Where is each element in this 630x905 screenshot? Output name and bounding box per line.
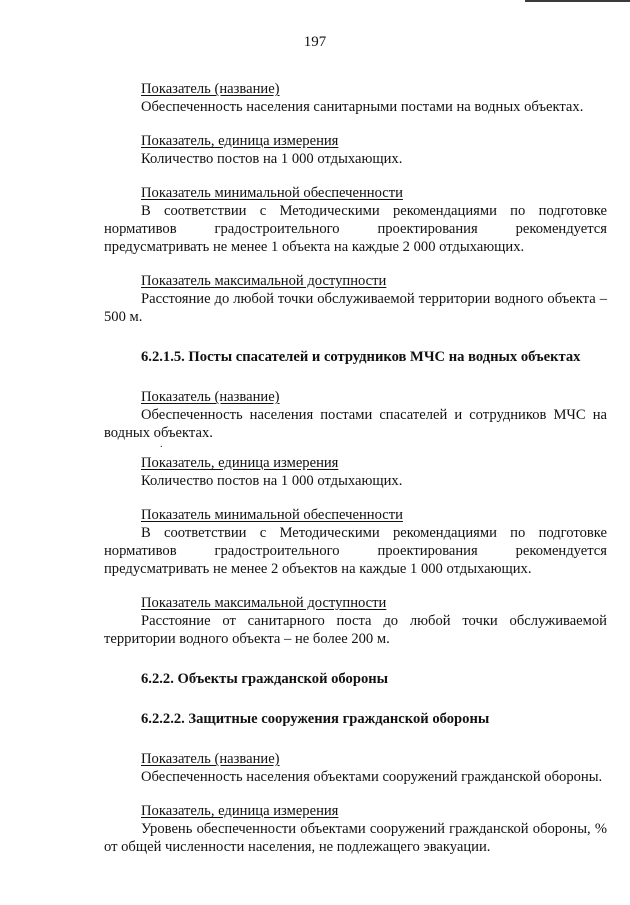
- indicator-block-sanitary-unit: [104, 132, 607, 168]
- top-edge-rule: [525, 0, 630, 2]
- indicator-text: Количество постов на 1 000 отдыхающих.: [141, 151, 403, 167]
- indicator-label: Показатель (название): [141, 389, 280, 405]
- indicator-label: Показатель минимальной обеспеченности: [141, 185, 403, 201]
- indicator-text: Обеспеченность населения санитарными постами на водных объектах.: [141, 99, 584, 115]
- indicator-label: Показатель, единица измерения: [141, 803, 339, 819]
- section-heading-civil-defense: 6.2.2. Объекты гражданской обороны: [141, 671, 389, 687]
- indicator-label: Показатель (название): [141, 751, 280, 767]
- indicator-block-sanitary-min: [104, 184, 607, 256]
- indicator-block-civil-unit: [104, 802, 607, 856]
- indicator-label: Показатель максимальной доступности: [141, 273, 387, 289]
- section-heading-rescue-posts: 6.2.1.5. Посты спасателей и сотрудников МЧС на водных объектах: [141, 349, 581, 365]
- indicator-label: Показатель, единица измерения: [141, 133, 339, 149]
- indicator-label: Показатель максимальной доступности: [141, 595, 387, 611]
- indicator-text: Расстояние до любой точки обслуживаемой территории водного объекта – 500 м.: [104, 291, 607, 325]
- indicator-text: Обеспеченность населения постами спасателей и сотрудников МЧС на водных объектах.: [104, 407, 607, 441]
- indicator-text: Количество постов на 1 000 отдыхающих.: [141, 473, 403, 489]
- page-number: 197: [303, 34, 327, 50]
- indicator-text: Обеспеченность населения объектами сооружений гражданской обороны.: [141, 769, 603, 785]
- indicator-label: Показатель минимальной обеспеченности: [141, 507, 403, 523]
- indicator-label: Показатель, единица измерения: [141, 455, 339, 471]
- indicator-block-rescue-min: [104, 506, 607, 578]
- stray-dot: .: [160, 439, 163, 450]
- indicator-label: Показатель (название): [141, 81, 280, 97]
- indicator-block-sanitary-name: [104, 80, 607, 116]
- indicator-text: В соответствии с Методическими рекомендациями по подготовке нормативов градостроительного проектирования рекомендуется предусматривать не менее 1 объекта на каждые 2 000 отдыхающих.: [104, 203, 607, 255]
- indicator-text: Расстояние от санитарного поста до любой точки обслуживаемой территории водного объекта – не более 200 м.: [104, 613, 607, 647]
- indicator-text: Уровень обеспеченности объектами сооружений гражданской обороны, % от общей численности населения, не подлежащего эвакуации.: [104, 821, 607, 855]
- indicator-block-rescue-max: [104, 594, 607, 648]
- indicator-block-civil-name: [104, 750, 607, 786]
- indicator-block-rescue-name: [104, 388, 607, 442]
- document-body: [104, 80, 607, 856]
- indicator-block-rescue-unit: [104, 454, 607, 490]
- subsection-heading-protective-structures: 6.2.2.2. Защитные сооружения гражданской обороны: [141, 711, 490, 727]
- indicator-block-sanitary-max: [104, 272, 607, 326]
- indicator-text: В соответствии с Методическими рекомендациями по подготовке нормативов градостроительного проектирования рекомендуется предусматривать не менее 2 объектов на каждые 1 000 отдыхающих.: [104, 525, 607, 577]
